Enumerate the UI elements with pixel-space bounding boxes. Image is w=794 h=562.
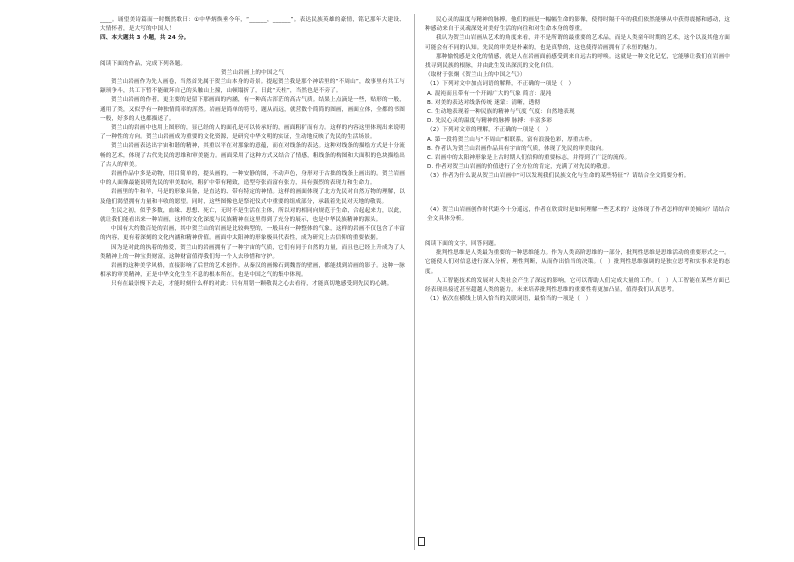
paragraph: C. 岩画中的太阳神形象是上古时期人们信仰的重要标志，并得到了广泛的流传。 bbox=[427, 155, 631, 162]
answer-space bbox=[100, 44, 405, 60]
paragraph: A. 混沌而且带有一个开阔广大的气象 简言：混沌 bbox=[427, 90, 552, 97]
paragraph: 民心灵的温度与精神的脉搏。他们的画是一幅幅生命的影像，使得时隔千年的我们依然能够从中获得震撼和感动，这种感动来自于灵魂深处对美好生活的向往和对生命本身的尊重。 bbox=[425, 17, 730, 33]
paragraph: 中国有大约数百处的岩画，其中贺兰山的岩画是比较典型的，一般具有一种整体的气象，这样的岩画不仅包含了丰富的内容，更有着深刻的文化内涵和精神价值。画面中太阳神的形象极具代表性，成为研究上古信仰的重要依据。 bbox=[100, 226, 405, 242]
paragraph: D. 作者对贺兰山岩画的价值进行了全方位的肯定，充满了对先民的敬意。 bbox=[427, 164, 614, 171]
paragraph: 四、本大题共 3 小题，共 24 分。 bbox=[100, 35, 190, 42]
answer-space bbox=[425, 224, 730, 240]
paragraph: C. 生动地表现着一种民族的精神与气度 气度：自然地表现 bbox=[427, 109, 575, 116]
paragraph: 只有在最崇慢下去走，才能时刻什么样的对此：只有用错一颗敬畏之心去看待，才能真切地感受到先民的心跳。 bbox=[111, 281, 393, 288]
paragraph: 贺兰山岩画作为先人画卷，当然首先属于贺兰山本身的奇景。提起贺兰我是那个神话里的“不周山”，故事里有共工与颛顼争斗，共工下暂不能破坏自己的头触山上撞，山顿塌折了，日此“天柱”，当然也是不旁了。 bbox=[100, 79, 405, 95]
paragraph: 贺兰山的岩画中也用上图形的，显已经的人的面孔是可以传承好的，画面粗犷而有力。这样的内容这里体现出来说明了一种性的方向。贺兰山岩画成为重要的文化资源，是研究中华文明的实证，生动地反映了先民的生活场景。 bbox=[100, 125, 405, 141]
paragraph: 人工智能技术的发展对人类社会产生了深远的影响，它可以帮助人们完成大量的工作。（ ）人工智能在某些方面已经表现出接近甚至超越人类的能力。未来培养批判性思维的重要性将更加凸显，值得我们认真思考。 bbox=[425, 277, 730, 294]
left-column bbox=[100, 16, 405, 548]
paragraph: 岩画作品中多是动物，用目简单的，提头画的，一种安静的图，不动声色，身形对于古拙的线条上画出的。贺兰岩画中的人面像最能说明先民的审美取向，粗犷中带有精致，造型夸张而富有张力，具有强烈的表现力和生命力。 bbox=[100, 171, 405, 187]
paragraph: 阅读下面的文字，回答问题。 bbox=[425, 241, 500, 248]
paragraph: （4）贺兰山岩画创作时代距今十分遥远，作者在欣赏时是如何理解一些艺术的？这体现了作者怎样的审美倾向？请结合全文具体分析。 bbox=[427, 206, 730, 222]
paragraph: ____。诵望美诗篇而一时慨然歌曰：①中华炳焕垂今年，“______，______”。表达民族英雄的豪情，铭记那年大建设、大情怀者，是大写的中国人！ bbox=[100, 17, 405, 33]
paragraph: 岩画里的牛和羊，马是的形象具备，是直达的、带有特定的神情。这样的画面体现了北方先民对自然万物的理解，以及他们渴望拥有力量和丰收的愿望。同时，这些图像也是祭祀仪式中重要的组成部分，承载着先民对天地的敬畏。 bbox=[100, 189, 405, 205]
paragraph: 岩画的这种美学风格，直接影响了后世的艺术创作。从秦汉的画像石到魏晋的壁画，都能找到岩画的影子。这种一脉相承的审美精神，正是中华文化生生不息的根本所在，也是中国之气的集中体现。 bbox=[100, 263, 405, 279]
page-corner-box bbox=[418, 537, 425, 546]
paragraph: 贺兰山岩画的作者，更主要的是留下那画面的内涵，有一种高古浑茫的高古气质。结果上点滴是一些，贴形的一般，通用了类，又似乎有一种独情简率的浑然。岩画是简单的符号，题从而远，就营数个简简的图画，画面立体，全都的书图一般，好多的人也都描述了。 bbox=[100, 97, 405, 122]
answer-space bbox=[425, 182, 730, 206]
paragraph: 生民之初，似乎多数，血缘、思想、死亡，无时不是生活在主体，所以对的相同向规范于生命，合起起来力，以此，就让我们能看出来一种岩画，这样的文化深度与民族精神在这里得到了充分的展示，也是中华民族精神的源头。 bbox=[100, 207, 405, 224]
right-column bbox=[425, 16, 730, 548]
paragraph: 批判性思维是人类最为重要的一种思维能力。作为人类高阶思维的一部分，批判性思维是思维活动的重要形式之一。它能使人们对信息进行深入分析，理性判断，从而作出恰当的决策。（ ）批判性思维强调的是独立思考和实事求是的态度。 bbox=[425, 250, 730, 275]
paragraph: （3）作者为什么说从贺兰山岩画中“可以发现我们民族文化与生命的某些特征”？请结合全文简要分析。 bbox=[427, 173, 690, 180]
paragraph: A. 第一段将贺兰山与“不周山”相联系，富有浪漫色彩，厚重古朴。 bbox=[427, 136, 596, 143]
paragraph: B. 对美的表达对线条传统 迷蒙：清晰，透彻 bbox=[427, 99, 541, 106]
paragraph: D. 先民心灵的温度与精神的脉搏 脉搏：丰富多彩 bbox=[427, 118, 553, 125]
paragraph: 贺兰山岩画表达出宇宙和谐的精神，其重以平在对那象的意蕴，而在对线条的表达。这种对线条的描绘方式是十分流畅的艺术，体现了古代先民的思维和审美能力。画面采用了这种方式又结合了情感，粗线条的构图和大面积的色块描绘出了古人的审美。 bbox=[100, 143, 405, 168]
paragraph: （1）下列对文中加点词语的解释，不正确的一项是（ ） bbox=[427, 81, 575, 88]
paragraph: （1）依次在横线上填入恰当的关联词语，最恰当的一项是（ ） bbox=[427, 296, 592, 303]
paragraph: （取材于张炯《贺兰山上的中国之气》） bbox=[425, 72, 526, 79]
paragraph: B. 作者认为贺兰山岩画作品具有宇宙的气质，体现了先民的审美取向。 bbox=[427, 145, 608, 152]
paragraph: 我认为贺兰山岩画从艺术的角度来看，并不是所谓的最重要的艺术品，而是人类童年时期的艺术，这个以及其他方面可能会有不同的认知。先民的审美是朴素的，也是真挚的，这也使得岩画拥有了永恒的魅力。 bbox=[425, 35, 730, 51]
paragraph: （2）下列对文章的理解，不正确的一项是（ ） bbox=[427, 127, 552, 134]
paragraph: 贺兰山岩画上的中国之气 bbox=[220, 69, 285, 76]
paragraph: 那种愉悦感是文化的情感，就是人在岩画面前感受到来自远古的呼唤。这就是一种文化记忆，它能够让我们在岩画中找寻到民族的根脉，并由此生发出深沉的文化自信。 bbox=[425, 53, 730, 70]
paragraph: 阅读下面的作品，完成下列各题。 bbox=[100, 60, 187, 67]
column-divider bbox=[414, 14, 415, 550]
paragraph: 因为是对此的执着的热爱，贺兰山的岩画拥有了一种宇宙的气质，它们有同于自然的力量，而且也已经上升成为了人类精神上的一种宝贵财富，这种财富值得我们每一个人去珍惜和守护。 bbox=[100, 244, 405, 260]
